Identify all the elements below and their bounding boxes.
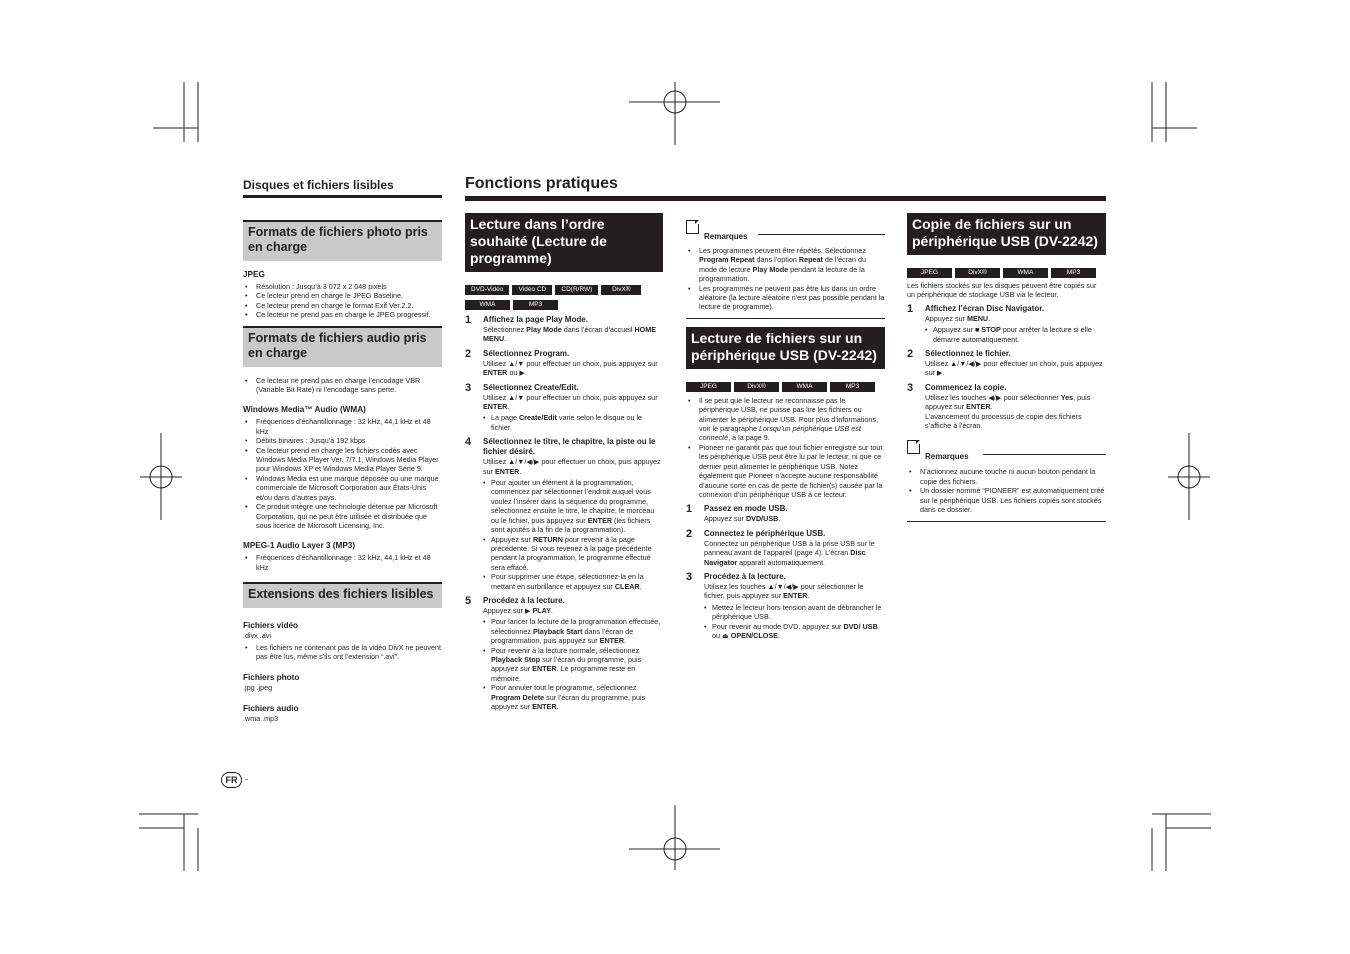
usb-step-1: 1 Passez en mode USB. Appuyez sur DVD/USB.: [686, 503, 788, 524]
remarks-1: [686, 226, 885, 244]
copy-step-3: 3 Commencez la copie. Utilisez les touches ◀/▶ pour sélectionner Yes, puis appuyez sur ENTER. L’avancement du processus de copie des fichiers s’affiche à l’écran.: [907, 381, 1091, 431]
usb-playback-column: [686, 222, 885, 640]
program-step-5: 5 Procédez à la lecture. Appuyez sur ▶ PLAY. • Pour lancer la lecture de la programmation effectuée, sélectionnez Playback Start dans l’écran de programmation, puis appuyez sur ENTER. • Pour revenir à la lecture normale, sélectionnez Playback Stop sur l’écran du programme, puis appuyez sur ENTER. Le programme reste en mémoire. • Pour annuler tout le programme, sélectionnez Program Delete sur l’écran du programme, puis appuyez sur ENTER.: [465, 596, 663, 711]
program-column: [465, 213, 663, 711]
program-badges: [465, 280, 663, 310]
list-item: • Ce lecteur ne prend pas en charge l’encodage VBR (Variable Bit Rate) ni l’encodage sans perte.: [256, 376, 442, 395]
video-files-title: Fichiers vidéo: [243, 621, 299, 631]
list-item: • Fréquences d’échantillonnage : 32 kHz, 44,1 kHz et 48 kHz: [256, 553, 442, 572]
usb-step-3: 3 Procédez à la lecture. Utilisez les touches ▲/▼/◀/▶ pour sélectionner le fichier, puis appuyez sur ENTER. • Mettez le lecteur hors tension avant de débrancher le périphérique USB. • Pour revenir au mode DVD, appuyez sur DVD/ USB ou ⏏ OPEN/CLOSE.: [686, 572, 885, 640]
remarks-title: Remarques: [925, 452, 969, 462]
main-title: Fonctions pratiques: [465, 175, 618, 192]
main-rule: [465, 196, 1106, 201]
program-step-3: 3 Sélectionnez Create/Edit. Utilisez ▲/▼ pour effectuer un choix, puis appuyez sur ENTER. • La page Create/Edit varie selon le disque ou le fichier.: [465, 383, 663, 433]
jpeg-title: JPEG: [243, 270, 265, 279]
jpeg-list: [243, 282, 442, 320]
list-item: • Ce lecteur prend en charge le JPEG Baseline.: [256, 291, 442, 300]
list-item: • Windows Media est une marque déposée ou une marque commerciale de Microsoft Corporation aux États-Unis et/ou dans d’autres pays.: [256, 474, 442, 502]
extensions-box: Extensions des fichiers lisibles: [243, 582, 442, 608]
badge: MP3: [1051, 268, 1096, 278]
badge: MP3: [513, 300, 558, 310]
copy-badges: [907, 263, 1106, 278]
section-title: Disques et fichiers lisibles: [243, 178, 394, 192]
list-item: • Ce lecteur ne prend pas en charge le JPEG progressif.: [256, 310, 442, 319]
usb-playback-box: Lecture de fichiers sur un périphérique USB (DV-2242): [686, 327, 885, 369]
remarks-list: • Les programmes peuvent être répétés. Sélectionnez Program Repeat dans l’option Repeat de l’écran du mode de lecture Play Mode pendant la lecture de la programmation. • Les programmes ne peuvent pas être lus dans un ordre aléatoire (la lecture aléatoire n’est pas possible pendant la lecture de programme).: [686, 246, 885, 312]
badge: JPEG: [686, 382, 731, 392]
program-box: Lecture dans l’ordre souhaité (Lecture de programme): [465, 213, 663, 272]
remarks-2: [907, 446, 1106, 464]
audio-ext: .wma .mp3: [243, 713, 279, 723]
list-item: • Les fichiers ne contenant pas de la vidéo DivX ne peuvent pas être lus, même s’ils ont l’extension “.avi”.: [256, 643, 442, 662]
main-header: [465, 175, 1106, 201]
badge: DivX®: [734, 382, 779, 392]
copy-step-1: 1 Affichez l’écran Disc Navigator. Appuyez sur MENU. • Appuyez sur ■ STOP pour arrêter la lecture si elle démarre automatiquement.: [907, 304, 1106, 344]
wma-list: [243, 417, 442, 530]
copy-intro: Les fichiers stockés sur les disques peuvent être copiés sur un périphérique de stockage USB via le lecteur.: [907, 281, 1097, 300]
badge: MP3: [830, 382, 875, 392]
left-column: [243, 178, 442, 723]
remarks-title: Remarques: [704, 232, 748, 241]
list-item: • Ce lecteur prend en charge le format Exif Ver.2.2.: [256, 301, 442, 310]
copy-step-2: 2 Sélectionnez le fichier. Utilisez ▲/▼/◀/▶ pour effectuer un choix, puis appuyez sur ▶.: [907, 348, 1103, 378]
usb-copy-box: Copie de fichiers sur un périphérique USB (DV-2242): [907, 213, 1106, 255]
note-icon: [686, 220, 699, 234]
photo-files-title: Fichiers photo: [243, 673, 300, 683]
list-item: • Ce produit intègre une technologie détenue par Microsoft Corporation, qui ne peut être utilisée et distribuée que sous licence de Microsoft Licensing, Inc.: [256, 502, 442, 530]
badge: WMA: [1003, 268, 1048, 278]
list-item: • N’actionnez aucune touche ni aucun bouton pendant la copie des fichiers.: [920, 467, 1106, 486]
usb-badges: [686, 377, 885, 392]
program-step-4: 4 Sélectionnez le titre, le chapitre, la piste ou le fichier désiré. Utilisez ▲/▼/◀/▶ pour effectuer un choix, puis appuyez sur ENTER. • Pour ajouter un élément à la programmation, commencez par sélectionner l’endroit auquel vous voulez l’insérer dans la séquence du programme, sélectionnez ensuite le titre, le chapitre, le morceau ou le fichier, puis appuyez sur ENTER (les fichiers sont ajoutés à la fin de la programmation). • Appuyez sur RETURN pour revenir à la page précédente. Si vous revenez à la page précédente pendant la programmation, le programme effectué sera effacé. • Pour supprimer une étape, sélectionnez-la en la mettant en surbrillance et appuyez sur CLEAR.: [465, 437, 663, 591]
badge: Vidéo CD: [512, 285, 552, 295]
audio-list: [243, 376, 442, 395]
list-item: • Ce lecteur prend en charge les fichiers codés avec Windows Media Player Ver. 7/7.1, Windows Media Player pour Windows XP et Windows Media Player Série 9.: [256, 446, 442, 474]
program-step-1: 1 Affichez la page Play Mode. Sélectionnez Play Mode dans l’écran d’accueil HOME MENU.: [465, 314, 656, 344]
badge: CD(R/RW): [555, 285, 598, 295]
language-badge: FR: [221, 772, 242, 788]
badge: WMA: [782, 382, 827, 392]
photo-formats-box: Formats de fichiers photo pris en charge: [243, 220, 442, 261]
audio-files-title: Fichiers audio: [243, 703, 299, 713]
audio-formats-box: Formats de fichiers audio pris en charge: [243, 326, 442, 367]
photo-ext: .jpg .jpeg: [243, 683, 273, 693]
program-step-2: 2 Sélectionnez Program. Utilisez ▲/▼ pour effectuer un choix, puis appuyez sur ENTER ou ▶.: [465, 347, 658, 378]
section-rule: [243, 195, 442, 198]
list-item: • Fréquences d’échantillonnage : 32 kHz, 44,1 kHz et 48 kHz: [256, 417, 442, 436]
badge: DVD-Vidéo: [465, 285, 509, 295]
mp3-list: [243, 553, 442, 572]
badge: WMA: [465, 300, 510, 310]
video-list: [243, 643, 442, 662]
copy-remarks-list: [907, 467, 1106, 514]
list-item: • Débits binaires : Jusqu’à 192 kbps: [256, 436, 442, 445]
badge: DivX®: [601, 285, 641, 295]
page-number: -: [245, 774, 248, 784]
usb-copy-column: [907, 213, 1106, 522]
badge: JPEG: [907, 268, 952, 278]
note-icon: [907, 440, 920, 454]
badge: DivX®: [955, 268, 1000, 278]
list-item: • Un dossier nommé “PIONEER” est automatiquement créé sur le périphérique USB. Les fichiers copiés sont stockés dans ce dossier.: [920, 486, 1106, 514]
usb-notes: • Il se peut que le lecteur ne reconnaisse pas le périphérique USB, ne puisse pas lire les fichiers ou alimenter le périphérique USB. Pour plus d’informations, voir le paragraphe Lorsqu’un périphérique USB est connecté, à la page 9. • Pioneer ne garantit pas que tout fichier enregistré sur tout les périphérique USB peut être lu par le lecteur, ni que ce dernier peut alimenter le périphérique USB. Notez également que Pioneer n’accepte aucune responsabilité d’aucune sorte en cas de perte de fichier(s) causée par la connexion d’un périphérique USB à ce lecteur.: [686, 396, 885, 499]
wma-title: Windows Media™ Audio (WMA): [243, 405, 366, 415]
mp3-title: MPEG-1 Audio Layer 3 (MP3): [243, 541, 356, 551]
video-ext: .divx .avi: [243, 631, 271, 641]
list-item: • Résolution : Jusqu’à 3 072 x 2 048 pixels: [256, 282, 442, 291]
usb-step-2: 2 Connectez le périphérique USB. Connectez un périphérique USB à la prise USB sur le panneau avant de l’appareil (page 4). L’écran Disc Navigator apparaît automatiquement.: [686, 527, 875, 567]
